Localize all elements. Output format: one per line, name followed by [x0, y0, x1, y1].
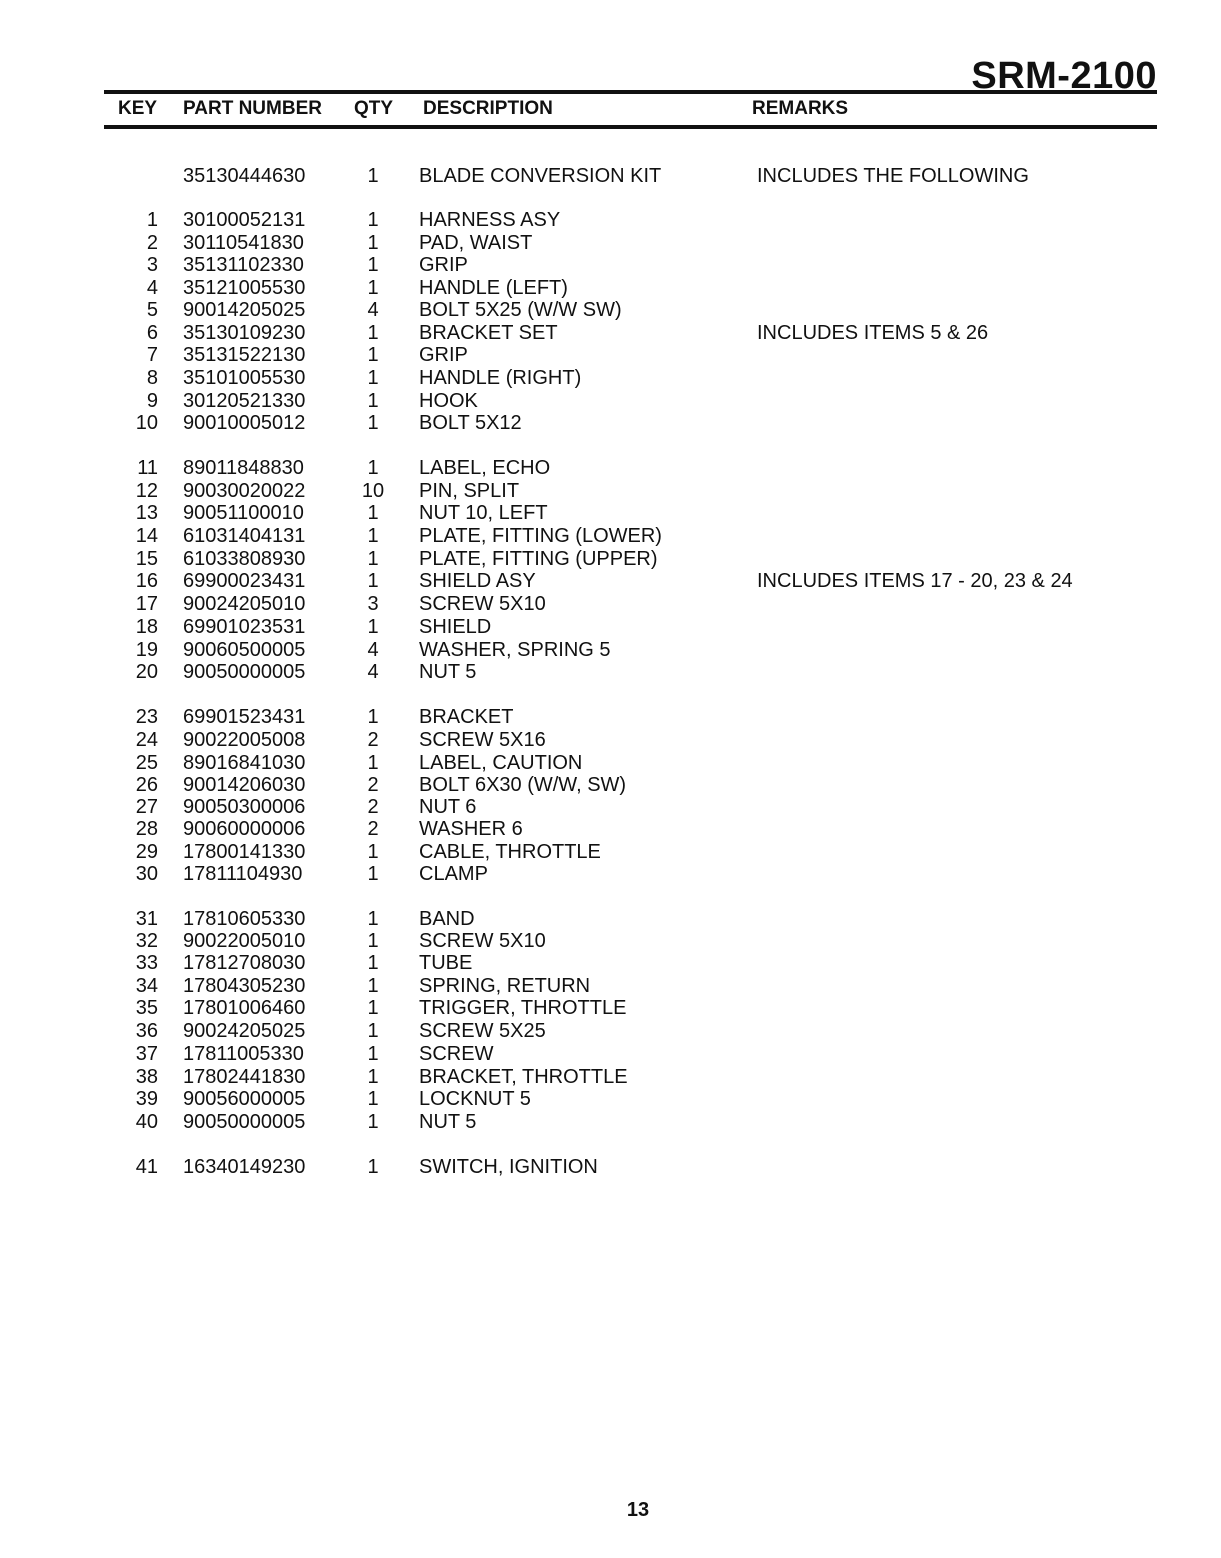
part-key: 18 [135, 616, 158, 638]
table-row [0, 952, 1221, 974]
part-number: 90050000005 [183, 1111, 306, 1133]
model-title: SRM-2100 [971, 55, 1157, 97]
table-row [0, 1066, 1221, 1088]
part-description: BRACKET SET [419, 322, 558, 344]
part-description: SCREW 5X10 [419, 930, 546, 952]
part-description: LABEL, CAUTION [419, 752, 583, 774]
part-number: 30110541830 [183, 232, 304, 254]
part-qty: 1 [367, 863, 379, 885]
part-description: BRACKET, THROTTLE [419, 1066, 628, 1088]
part-number: 90050300006 [183, 796, 306, 818]
table-row [0, 752, 1221, 774]
part-description: TRIGGER, THROTTLE [419, 997, 627, 1019]
part-key: 3 [146, 254, 158, 276]
part-key: 28 [135, 818, 158, 840]
table-row [0, 254, 1221, 276]
part-number: 90024205010 [183, 593, 306, 615]
part-key: 25 [135, 752, 158, 774]
part-number: 89011848830 [183, 457, 304, 479]
table-row [0, 322, 1221, 344]
part-key: 41 [135, 1156, 158, 1178]
part-description: LABEL, ECHO [419, 457, 551, 479]
table-row [0, 975, 1221, 997]
part-qty: 2 [367, 774, 379, 796]
part-description: HANDLE (LEFT) [419, 277, 568, 299]
part-description: BAND [419, 908, 475, 930]
part-description: BLADE CONVERSION KIT [419, 165, 662, 187]
part-remarks: INCLUDES ITEMS 5 & 26 [757, 322, 989, 344]
part-number: 90024205025 [183, 1020, 306, 1042]
part-description: SWITCH, IGNITION [419, 1156, 598, 1178]
table-row [0, 299, 1221, 321]
table-row [0, 1111, 1221, 1133]
part-number: 69901023531 [183, 616, 306, 638]
part-number: 17812708030 [183, 952, 306, 974]
part-number: 17800141330 [183, 841, 306, 863]
part-number: 69901523431 [183, 706, 306, 728]
table-row [0, 480, 1221, 502]
part-description: SHIELD ASY [419, 570, 536, 592]
part-qty: 1 [367, 254, 379, 276]
part-qty: 1 [367, 1111, 379, 1133]
part-qty: 1 [367, 502, 379, 524]
part-qty: 1 [367, 1043, 379, 1065]
part-key: 19 [135, 639, 158, 661]
part-number: 61031404131 [183, 525, 306, 547]
part-key: 17 [135, 593, 158, 615]
part-description: PAD, WAIST [419, 232, 533, 254]
part-key: 13 [135, 502, 158, 524]
part-qty: 1 [367, 1088, 379, 1110]
part-key: 8 [146, 367, 158, 389]
table-row [0, 997, 1221, 1019]
table-row [0, 616, 1221, 638]
table-row [0, 548, 1221, 570]
part-number: 35130444630 [183, 165, 306, 187]
column-header-key: KEY [118, 98, 158, 119]
part-number: 35130109230 [183, 322, 306, 344]
part-qty: 1 [367, 457, 379, 479]
table-row [0, 796, 1221, 818]
part-number: 17802441830 [183, 1066, 306, 1088]
part-description: NUT 10, LEFT [419, 502, 548, 524]
table-row [0, 525, 1221, 547]
part-qty: 1 [367, 975, 379, 997]
table-row [0, 277, 1221, 299]
table-row [0, 639, 1221, 661]
part-qty: 1 [367, 390, 379, 412]
part-number: 90014205025 [183, 299, 306, 321]
table-row [0, 661, 1221, 683]
part-key: 32 [135, 930, 158, 952]
part-qty: 1 [367, 908, 379, 930]
table-row [0, 774, 1221, 796]
part-qty: 4 [367, 299, 379, 321]
part-number: 90060000006 [183, 818, 306, 840]
part-key: 38 [135, 1066, 158, 1088]
part-key: 2 [146, 232, 158, 254]
part-description: SCREW 5X25 [419, 1020, 546, 1042]
part-key: 40 [135, 1111, 158, 1133]
table-row [0, 570, 1221, 592]
table-row [0, 729, 1221, 751]
part-key: 34 [135, 975, 158, 997]
part-description: GRIP [419, 344, 468, 366]
part-qty: 1 [367, 752, 379, 774]
part-description: BOLT 6X30 (W/W, SW) [419, 774, 627, 796]
part-qty: 1 [367, 1020, 379, 1042]
table-row [0, 908, 1221, 930]
part-number: 17810605330 [183, 908, 306, 930]
part-description: HARNESS ASY [419, 209, 561, 231]
table-row [0, 863, 1221, 885]
part-description: NUT 6 [419, 796, 477, 818]
part-description: LOCKNUT 5 [419, 1088, 531, 1110]
part-description: GRIP [419, 254, 468, 276]
part-qty: 2 [367, 729, 379, 751]
part-qty: 1 [367, 570, 379, 592]
part-number: 17804305230 [183, 975, 306, 997]
part-qty: 2 [367, 818, 379, 840]
part-description: WASHER 6 [419, 818, 523, 840]
part-number: 90022005008 [183, 729, 306, 751]
part-number: 90014206030 [183, 774, 306, 796]
part-qty: 1 [367, 706, 379, 728]
part-key: 14 [135, 525, 158, 547]
part-remarks: INCLUDES ITEMS 17 - 20, 23 & 24 [757, 570, 1073, 592]
part-qty: 1 [367, 1066, 379, 1088]
table-row [0, 165, 1221, 187]
part-number: 61033808930 [183, 548, 306, 570]
part-description: HANDLE (RIGHT) [419, 367, 582, 389]
table-row [0, 457, 1221, 479]
part-description: NUT 5 [419, 661, 477, 683]
part-qty: 1 [367, 952, 379, 974]
part-description: PLATE, FITTING (UPPER) [419, 548, 658, 570]
table-row [0, 1088, 1221, 1110]
part-number: 35131522130 [183, 344, 306, 366]
part-description: CABLE, THROTTLE [419, 841, 601, 863]
part-key: 7 [146, 344, 158, 366]
part-key: 36 [135, 1020, 158, 1042]
part-description: TUBE [419, 952, 473, 974]
table-row [0, 502, 1221, 524]
part-qty: 1 [367, 548, 379, 570]
part-number: 90050000005 [183, 661, 306, 683]
part-key: 12 [135, 480, 158, 502]
part-qty: 1 [367, 277, 379, 299]
part-number: 17811005330 [183, 1043, 304, 1065]
part-description: SCREW [419, 1043, 494, 1065]
part-qty: 1 [367, 322, 379, 344]
part-qty: 1 [367, 997, 379, 1019]
part-number: 90056000005 [183, 1088, 306, 1110]
part-number: 17801006460 [183, 997, 306, 1019]
part-qty: 1 [367, 232, 379, 254]
part-number: 30100052131 [183, 209, 306, 231]
part-number: 90051100010 [183, 502, 304, 524]
table-row [0, 1156, 1221, 1178]
table-row [0, 1043, 1221, 1065]
part-description: WASHER, SPRING 5 [419, 639, 611, 661]
part-key: 37 [135, 1043, 158, 1065]
part-description: BRACKET [419, 706, 514, 728]
part-key: 11 [137, 457, 158, 479]
part-description: PLATE, FITTING (LOWER) [419, 525, 662, 547]
table-row [0, 390, 1221, 412]
part-qty: 1 [367, 841, 379, 863]
column-header-remarks: REMARKS [752, 98, 849, 119]
part-qty: 1 [367, 616, 379, 638]
part-number: 35101005530 [183, 367, 306, 389]
part-qty: 1 [367, 525, 379, 547]
part-qty: 4 [367, 639, 379, 661]
part-key: 6 [146, 322, 158, 344]
part-number: 35121005530 [183, 277, 306, 299]
part-qty: 1 [367, 1156, 379, 1178]
part-remarks: INCLUDES THE FOLLOWING [757, 165, 1029, 187]
table-row [0, 209, 1221, 231]
table-row [0, 367, 1221, 389]
part-qty: 3 [367, 593, 379, 615]
part-description: NUT 5 [419, 1111, 477, 1133]
page-number: 13 [626, 1499, 650, 1521]
table-row [0, 706, 1221, 728]
part-key: 26 [135, 774, 158, 796]
part-key: 10 [135, 412, 158, 434]
table-row [0, 412, 1221, 434]
part-qty: 1 [367, 344, 379, 366]
part-qty: 10 [361, 480, 385, 502]
part-qty: 4 [367, 661, 379, 683]
part-number: 90060500005 [183, 639, 306, 661]
part-number: 90022005010 [183, 930, 306, 952]
part-key: 4 [146, 277, 158, 299]
part-number: 35131102330 [183, 254, 304, 276]
column-header-qty: QTY [354, 98, 394, 119]
part-key: 16 [135, 570, 158, 592]
table-row [0, 344, 1221, 366]
table-row [0, 1020, 1221, 1042]
part-key: 9 [146, 390, 158, 412]
part-key: 27 [135, 796, 158, 818]
part-description: SCREW 5X10 [419, 593, 546, 615]
part-key: 20 [135, 661, 158, 683]
part-key: 30 [135, 863, 158, 885]
part-description: CLAMP [419, 863, 488, 885]
table-row [0, 841, 1221, 863]
part-key: 24 [135, 729, 158, 751]
column-header-description: DESCRIPTION [423, 98, 553, 119]
part-key: 31 [135, 908, 158, 930]
part-qty: 1 [367, 165, 379, 187]
part-number: 17811104930 [183, 863, 303, 885]
part-description: SHIELD [419, 616, 492, 638]
part-qty: 1 [367, 209, 379, 231]
table-row [0, 593, 1221, 615]
part-key: 5 [146, 299, 158, 321]
part-description: BOLT 5X25 (W/W SW) [419, 299, 622, 321]
part-key: 39 [135, 1088, 158, 1110]
part-number: 90010005012 [183, 412, 306, 434]
part-qty: 2 [367, 796, 379, 818]
table-row [0, 930, 1221, 952]
part-description: SCREW 5X16 [419, 729, 546, 751]
part-description: HOOK [419, 390, 478, 412]
part-description: PIN, SPLIT [419, 480, 520, 502]
part-description: BOLT 5X12 [419, 412, 522, 434]
part-key: 1 [146, 209, 158, 231]
part-number: 89016841030 [183, 752, 306, 774]
part-number: 30120521330 [183, 390, 306, 412]
part-qty: 1 [367, 367, 379, 389]
part-qty: 1 [367, 930, 379, 952]
part-number: 69900023431 [183, 570, 306, 592]
part-number: 16340149230 [183, 1156, 306, 1178]
column-header-part-number: PART NUMBER [183, 98, 322, 119]
part-description: SPRING, RETURN [419, 975, 591, 997]
part-qty: 1 [367, 412, 379, 434]
table-row [0, 232, 1221, 254]
part-key: 15 [135, 548, 158, 570]
part-number: 90030020022 [183, 480, 306, 502]
part-key: 29 [135, 841, 158, 863]
part-key: 33 [135, 952, 158, 974]
part-key: 35 [135, 997, 158, 1019]
part-key: 23 [135, 706, 158, 728]
table-row [0, 818, 1221, 840]
